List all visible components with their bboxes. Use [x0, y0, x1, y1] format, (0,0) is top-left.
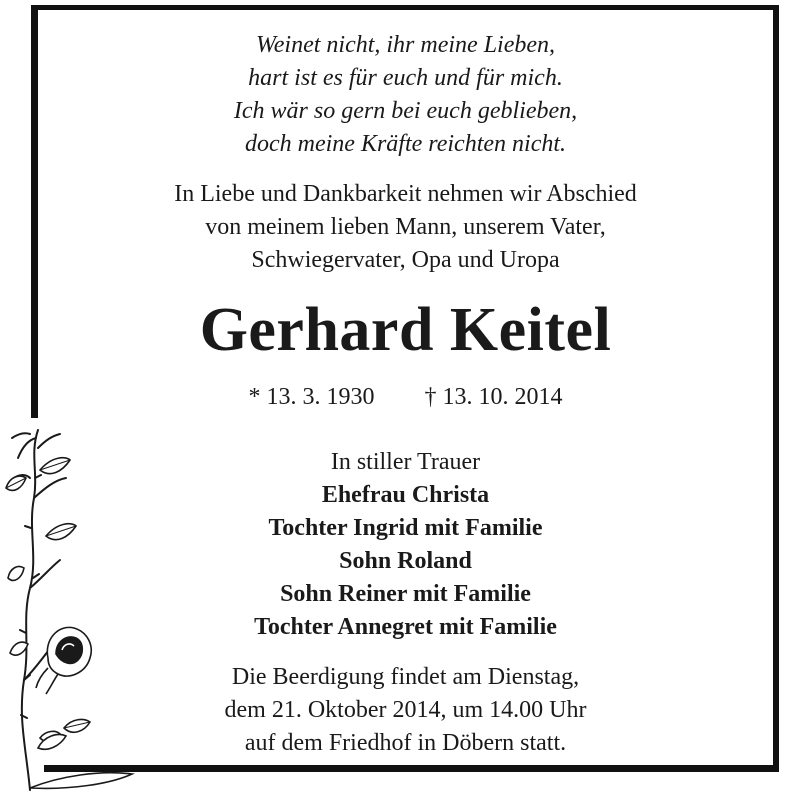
mourner-name: Sohn Roland: [339, 548, 472, 574]
mourner-name: Sohn Reiner mit Familie: [280, 581, 531, 607]
deceased-name: Gerhard Keitel: [199, 296, 612, 364]
mourners-list: [38, 446, 773, 644]
intro-line: In Liebe und Dankbarkeit nehmen wir Abschied: [174, 181, 637, 207]
mourner-name: Tochter Ingrid mit Familie: [268, 515, 543, 541]
poem-line: Ich wär so gern bei euch geblieben,: [233, 98, 578, 124]
funeral-line: Die Beerdigung findet am Dienstag,: [231, 664, 580, 690]
funeral-line: auf dem Friedhof in Döbern statt.: [244, 730, 567, 756]
farewell-intro: [38, 178, 773, 277]
mourners-heading: In stiller Trauer: [330, 449, 481, 475]
mourner-name: Tochter Annegret mit Familie: [254, 614, 557, 640]
birth-date: * 13. 3. 1930: [248, 384, 375, 410]
poem-line: doch meine Kräfte reichten nicht.: [244, 131, 567, 157]
funeral-line: dem 21. Oktober 2014, um 14.00 Uhr: [224, 697, 587, 723]
funeral-details: [38, 661, 773, 760]
mourner-name: Ehefrau Christa: [321, 482, 490, 508]
poem: [38, 29, 773, 161]
intro-line: von meinem lieben Mann, unserem Vater,: [205, 214, 606, 240]
poem-line: hart ist es für euch und für mich.: [248, 65, 563, 91]
rose-branch-icon: [0, 418, 140, 793]
death-date: † 13. 10. 2014: [424, 384, 563, 410]
life-dates: [38, 382, 773, 412]
intro-line: Schwiegervater, Opa und Uropa: [251, 247, 560, 273]
poem-line: Weinet nicht, ihr meine Lieben,: [255, 32, 556, 58]
